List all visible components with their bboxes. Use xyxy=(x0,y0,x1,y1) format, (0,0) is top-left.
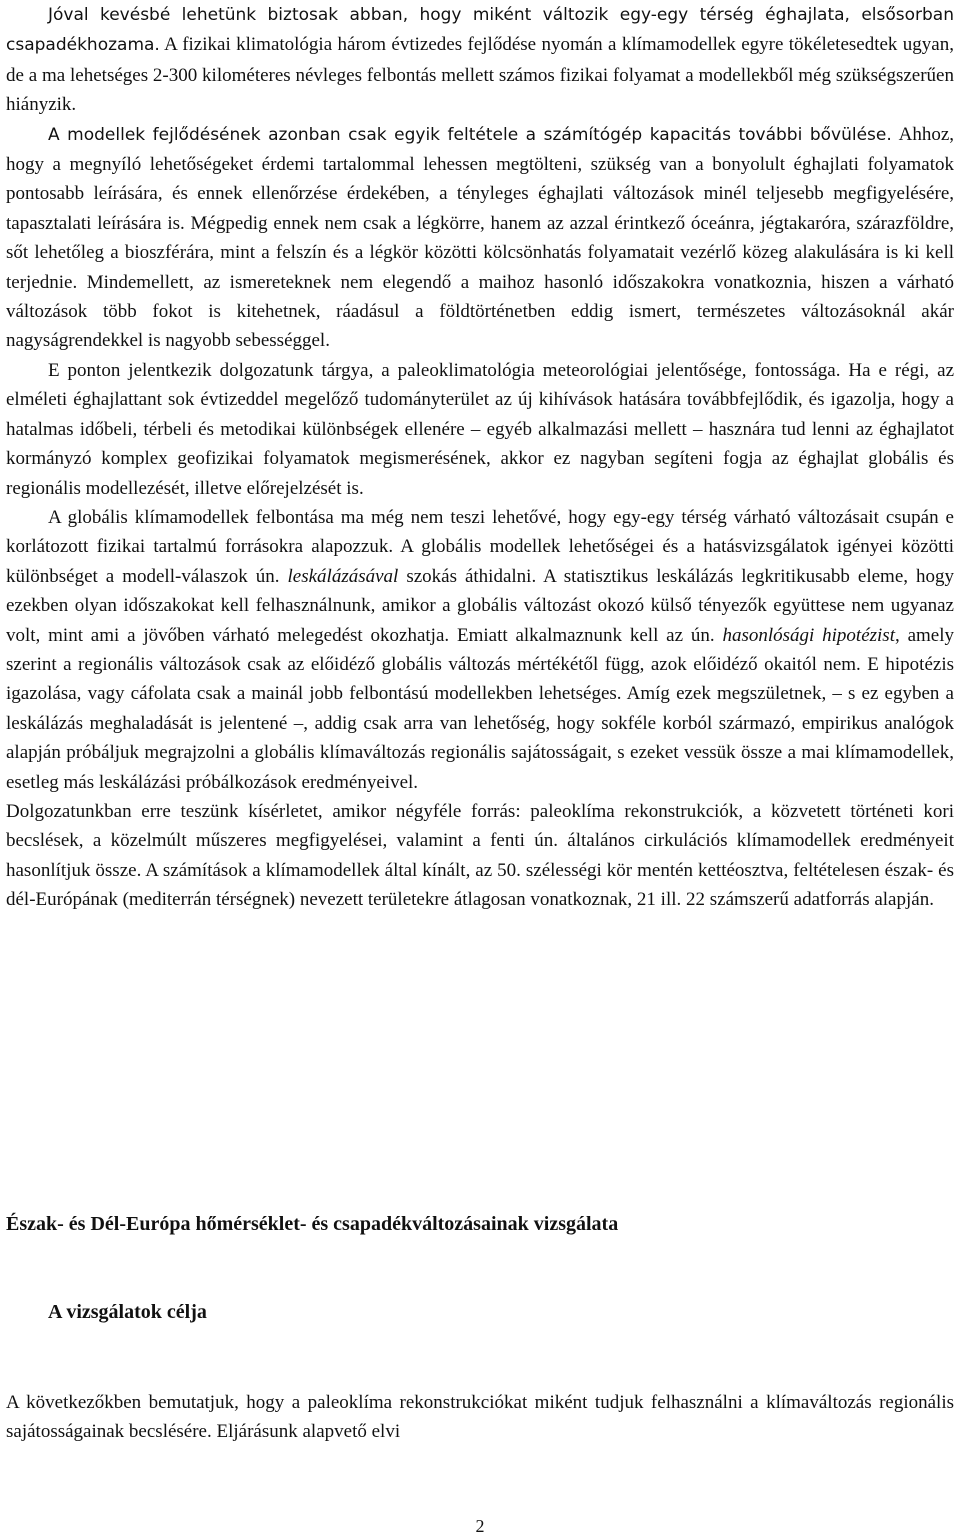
page-number: 2 xyxy=(475,1516,485,1536)
paragraph-3: E ponton jelentkezik dolgozatunk tárgya, a paleoklimatológia meteorológiai jelentősége, fontossága. Ha e régi, az elméleti éghajlattant sok évtizeddel megelőző tudományterület az új kihívások hatására továbbfejlődik, és igazolja, hogy a hatalmas időbeli, térbeli és metodikai különbségek ellenére – egyéb alkalmazási mellett – hasznára tud lenni az éghajlatot kormányzó komplex geofizikai folyamatok megismerésének, akkor ez nagyban segíteni fogja az éghajlat globális és regionális modellezését, illetve előrejelzését is. xyxy=(6,359,954,499)
paragraph-2 xyxy=(6,120,954,356)
subsection-heading: A vizsgálatok célja xyxy=(48,1301,207,1323)
paragraph-4-italic-term-1: leskálázásával xyxy=(287,565,399,587)
paragraph-2-serif-run: Ahhoz, hogy a megnyíló lehetőségeket érdemi tartalommal lehessen megtölteni, szükség van a bonyolult éghajlati folyamatok pontosabb leírására, és ennek ellenőrzése érdekében, a tényleges éghajlati változások minél teljesebb megfigyelésére, tapasztalati leírására is. Mégpedig ennek nem csak a légkörre, hanem az azzal érintkező óceánra, jégtakaróra, szárazföldre, sőt lehetőleg a bioszférára, mint a felszín és a légkör közötti kölcsönhatás folyamatait vezérlő közeg alakulására is ki kell terjednie. Mindemellett, az ismereteknek nem elegendő a maihoz hasonló időszakokra vonatkoznia, hiszen a várható változások több fokot is kitehetnek, ráadásul a földtörténetben eddig ismert, természetes változásoknál akár nagyságrendekkel is nagyobb sebességgel. xyxy=(6,123,954,352)
section-heading: Észak- és Dél-Európa hőmérséklet- és csapadékváltozásainak vizsgálata xyxy=(6,1213,619,1235)
paragraph-1-sans-run: Jóval kevésbé lehetünk biztosak abban, hogy miként változik egy-egy térség éghajlata, elsősorban csapadékhozama. xyxy=(6,5,954,56)
paragraph-4-run-c: , amely szerint a regionális változások csak az előidéző globális változás mértékétől függ, azok előidéző okaitól nem. E hipotézis igazolása, vagy cáfolata csak a mainál jobb felbontású modellekben lehetséges. Amíg ezek megszületnek, – s ez egyben a leskálázás meghaladását is jelentené –, addig csak arra van lehetőség, hogy sokféle korból származó, empirikus analógok alapján próbáljuk megrajzolni a globális klímaváltozás regionális sajátosságait, s ezeket vessük össze a mai klímamodellek, esetleg más leskálázási próbálkozások eredményeivel. xyxy=(6,624,954,793)
paragraph-1 xyxy=(6,0,954,120)
paragraph-1-serif-run: A fizikai klimatológia három évtizedes fejlődése nyomán a klímamodellek egyre tökéletesedtek ugyan, de a ma lehetséges 2-300 kilométeres névleges felbontás mellett számos fizikai folyamat a modellekből még szükségszerűen hiányzik. xyxy=(6,34,954,116)
paragraph-5: Dolgozatunkban erre teszünk kísérletet, amikor négyféle forrás: paleoklíma rekonstrukciók, a közvetett történeti kori becslések, a közelmúlt műszeres megfigyelései, valamint a fenti ún. általános cirkulációs klímamodellek eredményeit hasonlítjuk össze. A számítások a klímamodellek által kínált, az 50. szélességi kör mentén kettéosztva, feltételesen észak- és dél-Európának (mediterrán térségnek) nevezett területekre átlagosan vonatkoznak, 21 ill. 22 számszerű adatforrás alapján. xyxy=(6,800,954,911)
page-body xyxy=(6,0,954,915)
paragraph-4-run-a: A globális klímamodellek felbontása ma még nem teszi lehetővé, hogy egy-egy térség várható változásait csupán e korlátozott fizikai tartalmú forrásokra alapozzuk. A globális modellek lehetőségei és a hatásvizsgálatok igényei közötti különbséget a modell-válaszok ún. xyxy=(6,506,954,587)
paragraph-4 xyxy=(6,503,954,797)
paragraph-4-italic-term-2: hasonlósági hipotézist xyxy=(722,624,895,646)
paragraph-2-sans-run: A modellek fejlődésének azonban csak egyik feltétele a számítógép kapacitás további bővülése. xyxy=(48,124,892,145)
final-paragraph: A következőkben bemutatjuk, hogy a paleoklíma rekonstrukciókat miként tudjuk felhasználni a klímaváltozás regionális sajátosságainak becslésére. Eljárásunk alapvető elvi xyxy=(6,1392,954,1443)
paragraph-4-run-b: szokás áthidalni. A statisztikus leskálázás legkritikusabb eleme, hogy ezekben olyan időszakokat kell felhasználnunk, amikor a globális változást okozó külső tényezők együttese nem ugyanaz volt, mint ami a jövőben várható melegedést okozhatja. Emiatt alkalmaznunk kell az ún. xyxy=(6,565,954,646)
